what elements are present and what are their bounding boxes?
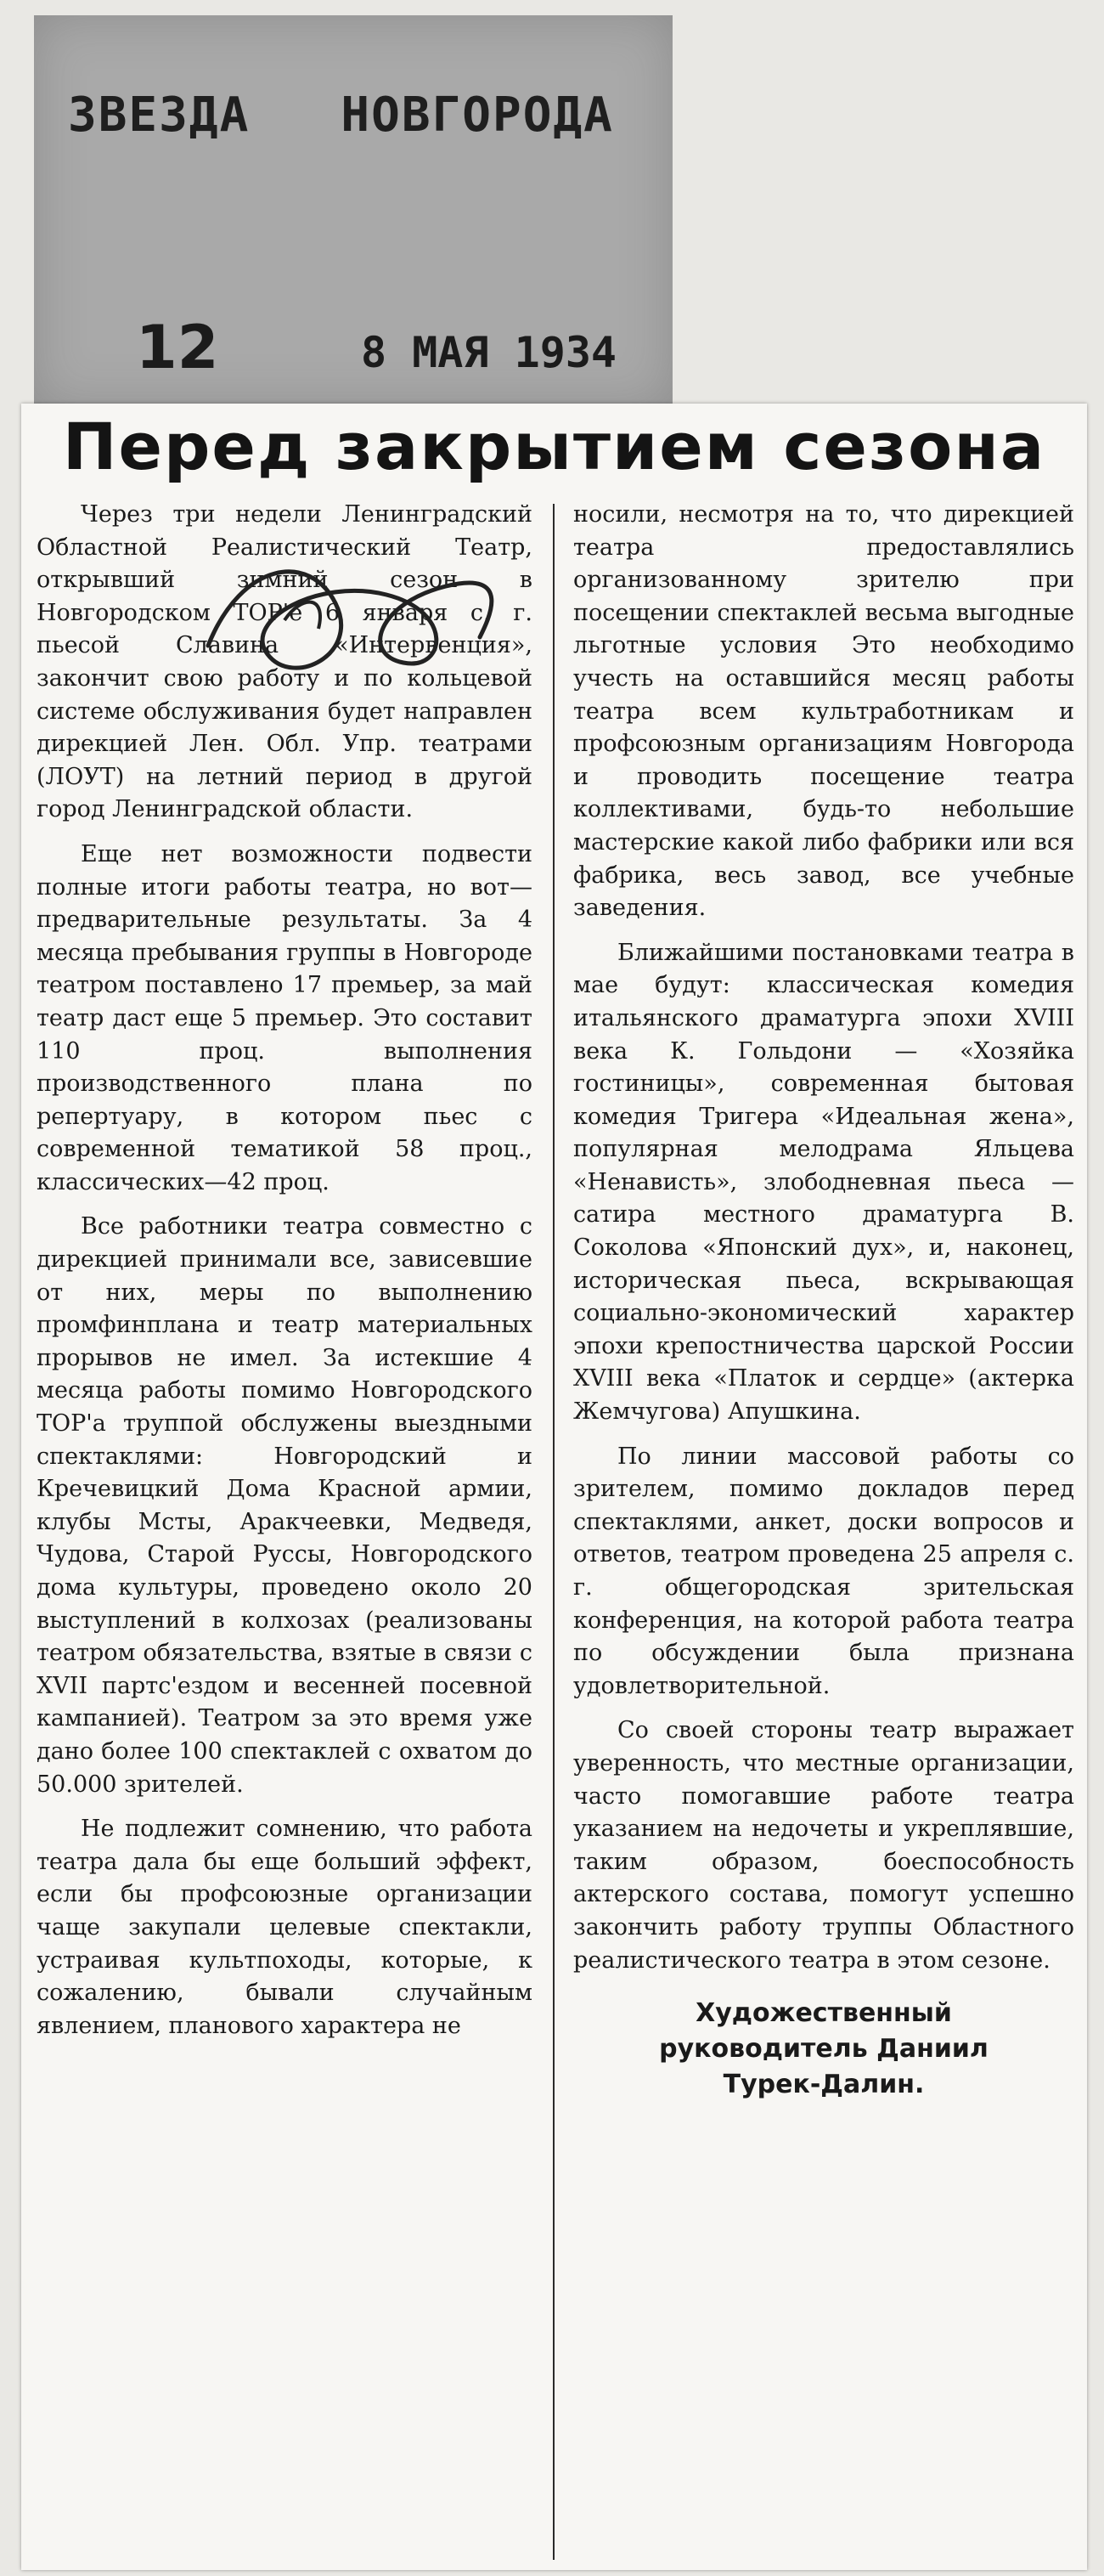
paragraph: Еще нет возможности подвести полные итоги работы театра, но вот—предварительные результаты. За 4 месяца пребывания группы в Новгороде театром поставлено 17 премьер, за май театр даст еще 5 премьер. Это составит 110 проц. выполнения производственного плана по репертуару, в котором пьес с современной тематикой 58 проц., классических—42 проц. (37, 840, 532, 1195)
paragraph: По линии массовой работы со зрителем, помимо докладов перед спектаклями, анкет, доски вопросов и ответов, театром проведена 25 апреля с. г. общегородская зрительская конференция, на которой работа театра по обсуждении была признана удовлетворительной. (573, 1443, 1074, 1699)
paragraph: Ближайшими постановками театра в мае будут: классическая комедия итальянского драматурга эпохи XVIII века К. Гольдони — «Хозяйка гостиницы», современная бытовая комедия Тригера «Идеальная жена», популярная мелодрама Яльцева «Ненависть», злободневная пьеса — сатира местного драматурга В. Соколова «Японский дух», и, наконец, историческая пьеса, вскрывающая социально-экономический характер эпохи крепостничества царской России XVIII века «Платок и сердце» (актерка Жемчугова) Апушкина. (573, 939, 1074, 1426)
article-column-right (573, 499, 1074, 2103)
author-signature (573, 1996, 1074, 2103)
signature-line: Художественный (696, 1998, 952, 2029)
signature-line: Турек-Далин. (723, 2070, 925, 2100)
newspaper-name: ЗВЕЗДА НОВГОРОДА (68, 88, 614, 143)
signature-line: руководитель Даниил (659, 2034, 989, 2065)
issue-date: 8 МАЯ 1934 (361, 328, 617, 377)
paragraph: носили, несмотря на то, что дирекцией театра предоставлялись организованному зрителю при посещении спектаклей весьма выгодные льготные условия Это необходимо учесть на оставшийся месяц работы театра всем культработникам и профсоюзным организациям Новгорода и проводить посещение театра коллективами, будь-то небольшие мастерские какой либо фабрики или вся фабрика, весь завод, все учебные заведения. (573, 501, 1074, 922)
article-column-left (37, 499, 532, 2054)
column-divider (553, 504, 555, 2560)
archive-stamp (34, 15, 673, 408)
paragraph: Все работники театра совместно с дирекцией принимали все, зависевшие от них, меры по выполнению промфинплана и театр материальных прорывов не имел. За истекшие 4 месяца работы помимо Новгородского ТОР'а труппой обслужены выездными спектаклями: Новгородский и Кречевицкий Дома Красной армии, клубы Мсты, Аракчеевки, Медведя, Чудова, Старой Руссы, Новгородского дома культуры, проведено около 20 выступлений в колхозах (реализованы театром обязательства, взятые в связи с XVII партс'ездом и весенней посевной кампанией). Театром за это время уже дано более 100 спектаклей с охватом до 50.000 зрителей. (37, 1213, 532, 1798)
paragraph: Через три недели Ленинградский Областной Реалистический Театр, открывший зимний сезон в Новгородском ТОР'е 6 января с. г. пьесой Славина «Интервенция», закончит свою работу и по кольцевой системе обслуживания будет направлен дирекцией Лен. Обл. Упр. театрами (ЛОУТ) на летний период в другой город Ленинградской области. (37, 501, 532, 823)
article-headline: Перед закрытием сезона (62, 409, 1046, 484)
newspaper-clipping (21, 404, 1087, 2570)
issue-number: 12 (136, 313, 219, 382)
paragraph: Со своей стороны театр выражает уверенность, что местные организации, часто помогавшие работе театра указанием на недочеты и укреплявшие, таким образом, боеспособность актерского состава, помогут успешно закончить работу труппы Областного реалистического театра в этом сезоне. (573, 1717, 1074, 1974)
paragraph: Не подлежит сомнению, что работа театра дала бы еще больший эффект, если бы профсоюзные организации чаще закупали целевые спектакли, устраивая культпоходы, которые, к сожалению, бывали случайным явлением, планового характера не (37, 1816, 532, 2039)
